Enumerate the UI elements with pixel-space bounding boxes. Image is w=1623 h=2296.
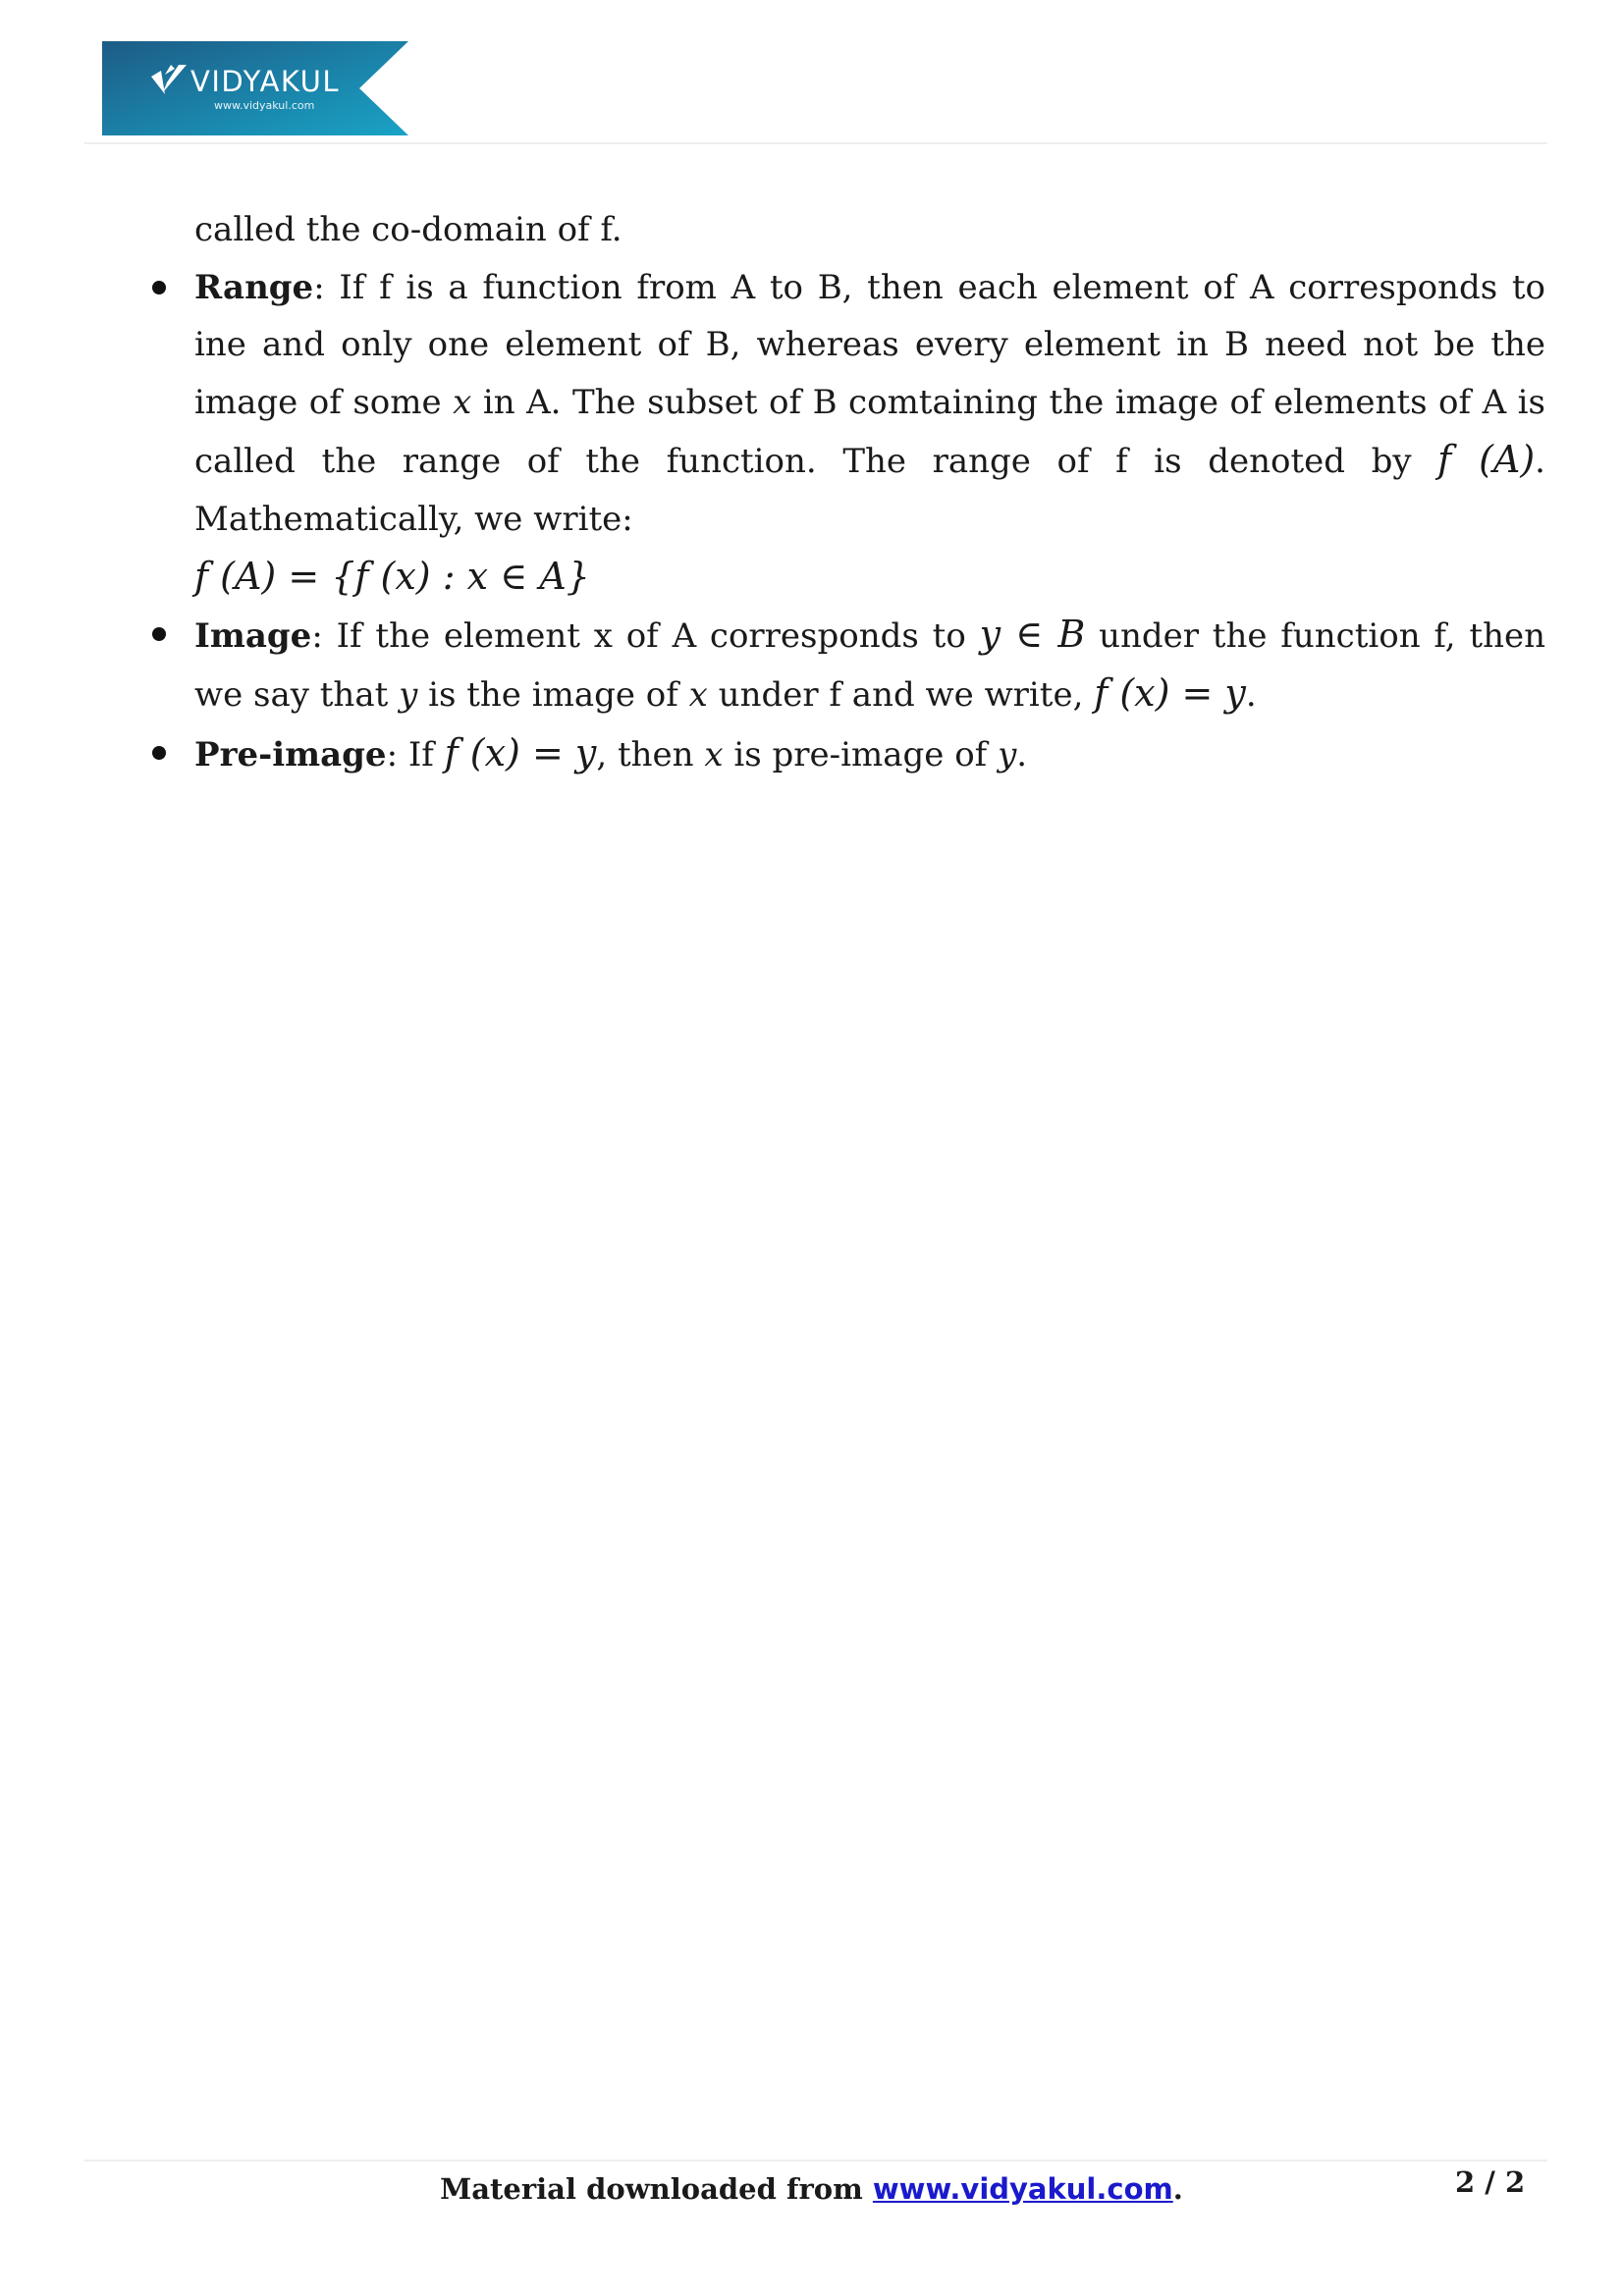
footer-text: Material downloaded from	[440, 2172, 873, 2206]
term-preimage: Pre-image	[194, 734, 387, 774]
definition-list	[194, 259, 1545, 784]
range-text-3: . Mathematically, we write:	[194, 442, 1545, 539]
list-item-preimage	[194, 724, 1545, 784]
brand-url: www.vidyakul.com	[214, 99, 315, 112]
preimage-math-fx: f (x) = y	[444, 730, 597, 774]
footer	[0, 2169, 1623, 2209]
bullet-icon	[152, 627, 166, 641]
image-text-5: .	[1245, 675, 1257, 715]
preimage-var-x: x	[704, 734, 724, 774]
vidyakul-logo[interactable]	[102, 41, 408, 135]
footer-link[interactable]: www.vidyakul.com	[872, 2172, 1173, 2206]
term-range: Range	[194, 267, 314, 307]
page-number: 2 / 2	[1455, 2165, 1526, 2199]
list-item-image	[194, 606, 1545, 724]
term-image: Image	[194, 615, 312, 656]
image-math-fx: f (x) = y	[1094, 671, 1246, 715]
header-divider	[84, 142, 1547, 144]
image-text-4: under f and we write,	[707, 675, 1095, 715]
image-text-3: is the image of	[417, 675, 689, 715]
image-text-1: : If the element x of A corresponds to	[311, 615, 980, 656]
image-var-x: x	[688, 675, 708, 715]
range-formula: f (A) = {f (x) : x ∈ A}	[194, 555, 590, 598]
range-text-2: in A. The subset of B comtaining the image of elements of A is called the range of the function. The range of f is denoted by	[194, 382, 1545, 481]
image-math-yB: y ∈ B	[979, 612, 1086, 656]
range-math-fA: f (A)	[1437, 438, 1536, 481]
preimage-var-y: y	[998, 734, 1017, 774]
preimage-text-1: : If	[386, 734, 445, 774]
list-item-range	[194, 259, 1545, 606]
preimage-text-3: is pre-image of	[723, 734, 999, 774]
range-text-1: : If f is a function from A to B, then each element of A corresponds to ine and only one element of B, whereas every element in B need not be the image of some	[194, 267, 1545, 422]
bullet-icon	[152, 746, 166, 760]
preimage-text-2: , then	[596, 734, 705, 774]
range-var-x: x	[453, 382, 472, 422]
footer-suffix: .	[1172, 2172, 1183, 2206]
footer-divider	[84, 2160, 1547, 2162]
brand-name: VIDYAKUL	[190, 65, 341, 98]
image-text-2: under the function f, then we say that	[194, 615, 1545, 715]
vidyakul-bird-icon	[149, 63, 189, 96]
continuation-text: called the co-domain of f.	[194, 210, 622, 249]
preimage-text-4: .	[1016, 734, 1028, 774]
image-var-y: y	[399, 675, 418, 715]
document-body	[194, 201, 1545, 783]
bullet-icon	[152, 281, 166, 294]
